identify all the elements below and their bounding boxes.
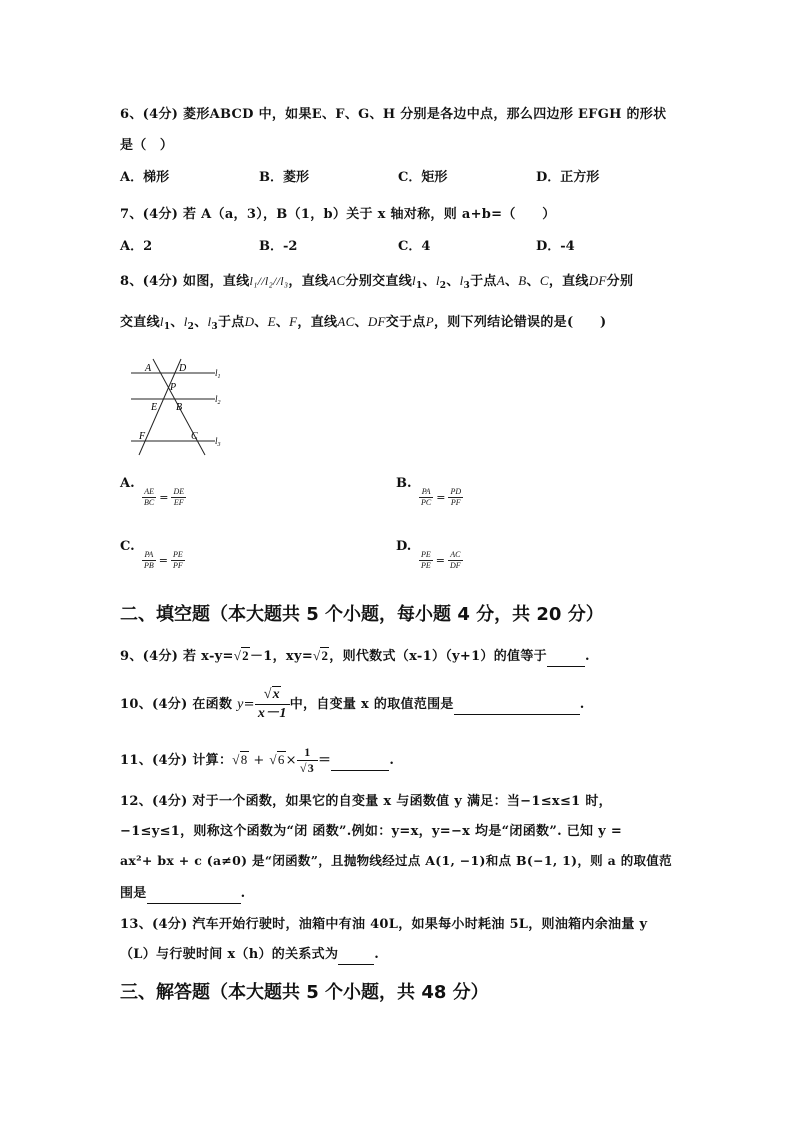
q12-end: . — [240, 886, 246, 901]
q8-sep: 、 — [446, 274, 460, 289]
q8-geometry-figure — [125, 355, 235, 460]
q8-l3-sub: 3 — [463, 281, 471, 291]
q8-parallel-lines: l₁//l₂//l₃ — [249, 274, 289, 288]
frac-den: DF — [450, 561, 461, 570]
frac-num: AE — [142, 487, 156, 498]
q10-y: y — [237, 697, 244, 712]
q11-answer-blank[interactable] — [331, 755, 389, 771]
q8-l3: l — [459, 273, 464, 288]
q11-sqrt-8: √8 — [232, 752, 248, 767]
fig-l2-sub: 2 — [217, 400, 221, 406]
q8-sep: 、 — [170, 315, 184, 330]
q11-part-a: 11、(4分) 计算： — [120, 753, 233, 768]
q9-sqrt-1: √2 — [233, 648, 249, 663]
fig-label-d: D — [179, 363, 187, 374]
q11-eq: ＝ — [318, 753, 332, 768]
q12-line2: −1≤y≤1，则称这个函数为“闭 函数”.例如：y=x，y=−x 均是“闭函数”. 已知 y = — [120, 824, 623, 839]
q12-line1: 12、(4分) 对于一个函数，如果它的自变量 x 与函数值 y 满足：当−1≤x≤1 时， — [120, 794, 612, 809]
fig-l1-letter: l — [215, 368, 218, 378]
q9-radicand-2: 2 — [321, 648, 329, 663]
fig-l3-sub: 3 — [217, 442, 221, 448]
q8-l1-sub: 1 — [163, 322, 171, 332]
frac-den: BC — [144, 498, 155, 507]
q6-option-b: B．菱形 — [259, 170, 309, 185]
q13-end: . — [374, 947, 380, 962]
section-2-heading: 二、填空题（本大题共 5 个小题，每小题 4 分，共 20 分） — [120, 604, 604, 625]
equals: = — [159, 491, 169, 504]
q8-option-b-label: B. — [396, 476, 412, 491]
frac-den: PC — [421, 498, 432, 507]
q8-sep: 、 — [504, 274, 519, 289]
frac-den: PB — [144, 561, 154, 570]
q8-option-c-formula — [142, 550, 185, 571]
q7-option-a: A．2 — [120, 239, 153, 254]
q8-option-b-formula — [419, 487, 463, 508]
fig-label-a: A — [145, 363, 152, 374]
q8-text1: ，直线 — [288, 274, 329, 289]
fig-label-b: B — [176, 402, 183, 413]
equals: = — [436, 491, 446, 504]
q8-point-p: P — [425, 314, 434, 329]
q10-den: x－1 — [257, 706, 287, 721]
q8-sep: 、 — [422, 274, 436, 289]
q11-den: √3 — [299, 761, 315, 775]
q8-option-a-label: A. — [120, 476, 135, 491]
fig-label-l1 — [215, 368, 221, 380]
q6-option-c: C．矩形 — [398, 170, 448, 185]
q12-line4-text: 围是 — [120, 886, 147, 901]
q10-radicand: x — [272, 687, 280, 702]
q8-text3: 于点 — [470, 274, 497, 289]
q10-fraction — [255, 686, 290, 723]
q12-line4 — [120, 882, 245, 904]
q10-text — [120, 686, 585, 723]
q8-l2-sub: 2 — [439, 281, 447, 291]
fig-label-f: F — [139, 431, 146, 442]
fig-l2-letter: l — [215, 394, 218, 404]
q7-text: 7、(4分) 若 A（a，3），B（1，b）关于 x 轴对称，则 a+b=（ ） — [120, 207, 556, 222]
equals: = — [158, 554, 168, 567]
q6-line2: 是（ ） — [120, 138, 174, 153]
q8-l1: l — [159, 314, 164, 329]
q8-sep: 、 — [275, 315, 290, 330]
frac-num: PA — [142, 550, 156, 561]
q8-text11: ，则下列结论错误的是( ) — [433, 315, 607, 330]
q8-option-a-formula — [142, 487, 186, 508]
q8-point-f: F — [289, 314, 298, 329]
frac-den: PF — [450, 498, 461, 507]
q9-part-d: ，则代数式（x-1）（y+1）的值等于 — [329, 649, 547, 664]
q11-num: 1 — [297, 745, 318, 761]
frac-den: PE — [421, 561, 431, 570]
fig-label-l2 — [215, 394, 221, 406]
q8-line2 — [120, 311, 606, 332]
q8-text5: 分别 — [606, 274, 634, 289]
q11-fraction — [297, 745, 318, 776]
q8-ac: AC — [328, 273, 346, 288]
q8-text2: 分别交直线 — [345, 274, 413, 289]
q11-radicand-1: 8 — [240, 752, 248, 767]
frac-num: PA — [419, 487, 433, 498]
q8-sep: 、 — [254, 315, 268, 330]
equals: = — [435, 554, 445, 567]
q10-part-a: 10、(4分) 在函数 — [120, 697, 233, 712]
q8-line1 — [120, 270, 633, 291]
q10-num: √x — [255, 686, 290, 705]
q8-l2: l — [435, 273, 440, 288]
q6-line1: 6、(4分) 菱形ABCD 中，如果E、F、G、H 分别是各边中点，那么四边形 EFGH 的形状 — [120, 107, 667, 122]
q9-answer-blank[interactable] — [547, 651, 585, 667]
q13-line1: 13、(4分) 汽车开始行驶时，油箱中有油 40L，如果每小时耗油 5L，则油箱内余油量 y — [120, 917, 648, 932]
q8-point-b: B — [518, 273, 527, 288]
q8-l3: l — [207, 314, 212, 329]
q9-end: . — [584, 649, 590, 664]
q8-df: DF — [588, 273, 607, 288]
q9-sqrt-2: √2 — [313, 648, 329, 663]
q8-point-c: C — [539, 273, 549, 288]
q8-prefix: 8、(4分) 如图，直线 — [120, 274, 250, 289]
frac-den: PF — [173, 561, 183, 570]
q10-answer-blank[interactable] — [454, 699, 580, 715]
q8-text10: 交于点 — [385, 315, 426, 330]
q11-sqrt-6: √6 — [269, 752, 285, 767]
q11-end: . — [389, 753, 395, 768]
q8-sep: 、 — [526, 274, 540, 289]
q8-point-e: E — [267, 314, 276, 329]
q11-radicand-2: 6 — [277, 752, 285, 767]
frac-num: DE — [173, 487, 185, 496]
q13-line2 — [120, 943, 379, 965]
frac-num: PE — [173, 550, 183, 559]
q8-l1: l — [412, 273, 416, 288]
q11-times: × — [285, 753, 297, 768]
fig-label-e: E — [151, 402, 158, 413]
q10-eq: = — [243, 697, 255, 712]
frac-num: PE — [421, 550, 431, 559]
q11-plus: + — [253, 753, 265, 768]
fig-label-p: P — [170, 382, 177, 393]
q8-l1-sub: 1 — [415, 281, 423, 291]
q8-l2-sub: 2 — [187, 322, 195, 332]
frac-num: AC — [448, 550, 463, 561]
section-3-heading: 三、解答题（本大题共 5 个小题，共 48 分） — [120, 982, 489, 1003]
q8-l3-sub: 3 — [211, 322, 218, 332]
fig-l3-letter: l — [215, 436, 218, 446]
q7-option-c: C．4 — [398, 239, 431, 254]
fig-l1-sub: 1 — [217, 374, 221, 380]
q11-text — [120, 745, 394, 776]
q8-option-c-label: C. — [120, 539, 135, 554]
q8-text6: 交直线 — [120, 315, 160, 330]
q13-answer-blank[interactable] — [338, 949, 374, 965]
q8-text7: 于点 — [217, 315, 245, 330]
frac-den: EF — [173, 498, 184, 507]
fig-label-c: C — [191, 431, 198, 442]
q9-radicand-1: 2 — [242, 648, 249, 663]
q6-option-d: D．正方形 — [536, 170, 600, 185]
q8-sep: 、 — [194, 315, 208, 330]
q9-part-c: ，xy= — [272, 649, 314, 664]
q7-option-b: B．-2 — [259, 239, 298, 254]
q9-part-b: －1 — [249, 649, 273, 664]
fig-label-l3 — [215, 436, 221, 448]
q10-end: . — [579, 697, 585, 712]
q9-text — [120, 645, 590, 667]
q12-answer-blank[interactable] — [147, 888, 241, 904]
q12-line3: ax²+ bx + c (a≠0) 是“闭函数”，且抛物线经过点 A(1, −1)和点 B(−1, 1)，则 a 的取值范 — [120, 853, 672, 868]
q7-option-d: D．-4 — [536, 239, 575, 254]
q8-df: DF — [367, 314, 386, 329]
q8-text4: ，直线 — [548, 274, 589, 289]
q8-point-d: D — [244, 314, 255, 329]
q8-option-d-label: D. — [396, 539, 412, 554]
q8-option-d-formula — [419, 550, 463, 571]
q8-text9: 、 — [354, 315, 368, 330]
q8-text8: ，直线 — [297, 315, 338, 330]
q8-ac: AC — [337, 314, 355, 329]
q11-radicand-3: 3 — [307, 761, 315, 775]
q10-part-b: 中，自变量 x 的取值范围是 — [289, 697, 454, 712]
q8-l2: l — [183, 314, 188, 329]
q8-point-a: A — [496, 273, 505, 288]
q6-option-a: A．梯形 — [120, 170, 170, 185]
frac-num: PD — [450, 487, 462, 496]
q13-line2-text: （L）与行驶时间 x（h）的关系式为 — [120, 947, 339, 962]
q9-part-a: 9、(4分) 若 x-y= — [120, 649, 234, 664]
